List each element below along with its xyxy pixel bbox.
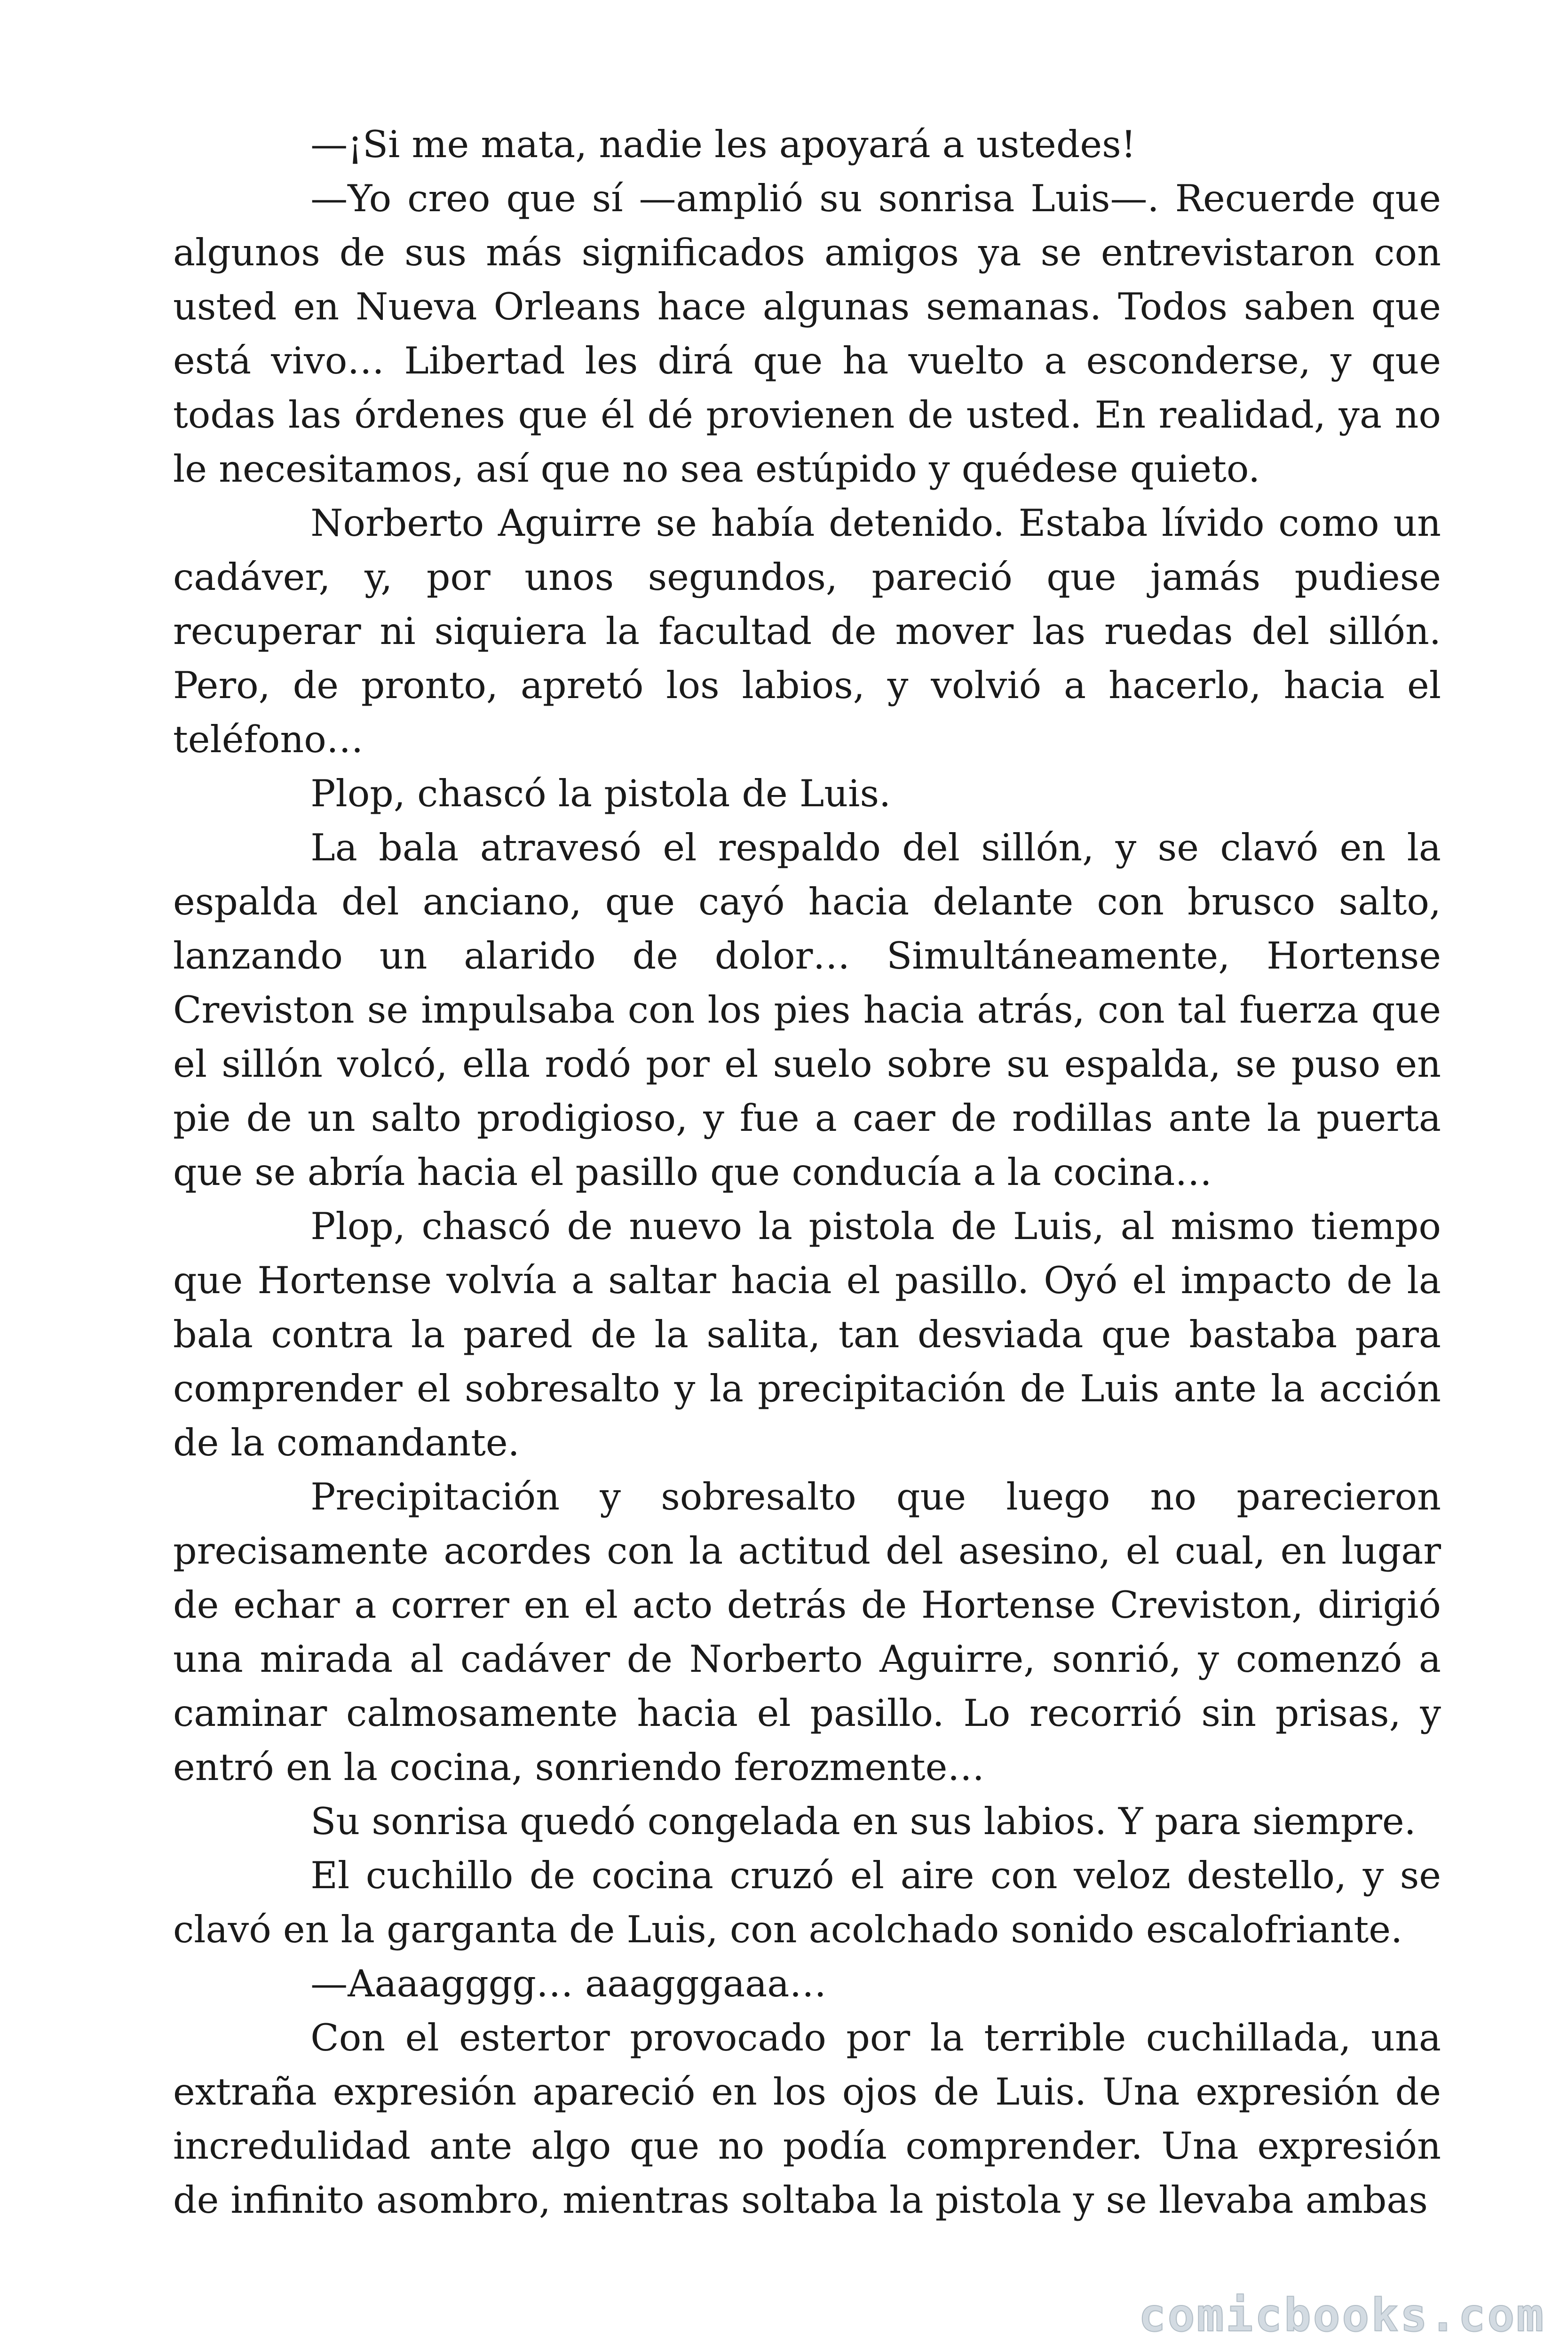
paragraph-3: Norberto Aguirre se había detenido. Estaba lívido como un cadáver, y, por unos segundos, pareció que jamás pudiese recuperar ni siquiera la facultad de mover las ruedas del sillón. Pero, de pronto, apretó los labios, y volvió a hacerlo, hacia el teléfono…	[173, 501, 1441, 761]
body-text	[173, 118, 1441, 2227]
paragraph-7: Precipitación y sobresalto que luego no parecieron precisamente acordes con la actitud del asesino, el cual, en lugar de echar a correr en el acto detrás de Hortense Creviston, dirigió una mirada al cadáver de Norberto Aguirre, sonrió, y comenzó a caminar calmosamente hacia el pasillo. Lo recorrió sin prisas, y entró en la cocina, sonriendo ferozmente…	[173, 1475, 1441, 1789]
paragraph-11: Con el estertor provocado por la terrible cuchillada, una extraña expresión apareció en los ojos de Luis. Una expresión de incredulidad ante algo que no podía comprender. Una expresión de infinito asombro, mientras soltaba la pistola y se llevaba ambas	[173, 2016, 1441, 2222]
paragraph-5: La bala atravesó el respaldo del sillón, y se clavó en la espalda del anciano, que cayó hacia delante con brusco salto, lanzando un alarido de dolor… Simultáneamente, Hortense Creviston se impulsaba con los pies hacia atrás, con tal fuerza que el sillón volcó, ella rodó por el suelo sobre su espalda, se puso en pie de un salto prodigioso, y fue a caer de rodillas ante la puerta que se abría hacia el pasillo que conducía a la cocina…	[173, 826, 1441, 1194]
watermark: comicbooks.com	[1138, 2289, 1545, 2342]
paragraph-4: Plop, chascó la pistola de Luis.	[310, 772, 891, 815]
paragraph-8: Su sonrisa quedó congelada en sus labios. Y para siempre.	[310, 1800, 1416, 1843]
paragraph-2: —Yo creo que sí —amplió su sonrisa Luis—. Recuerde que algunos de sus más significados amigos ya se entrevistaron con usted en Nueva Orleans hace algunas semanas. Todos saben que está vivo… Libertad les dirá que ha vuelto a esconderse, y que todas las órdenes que él dé provienen de usted. En realidad, ya no le necesitamos, así que no sea estúpido y quédese quieto.	[173, 177, 1441, 491]
paragraph-1: —¡Si me mata, nadie les apoyará a ustedes!	[310, 123, 1136, 166]
paragraph-10: —Aaaagggg… aaagggaaa…	[310, 1962, 827, 2005]
paragraph-6: Plop, chascó de nuevo la pistola de Luis, al mismo tiempo que Hortense volvía a saltar hacia el pasillo. Oyó el impacto de la bala contra la pared de la salita, tan desviada que bastaba para comprender el sobresalto y la precipitación de Luis ante la acción de la comandante.	[173, 1205, 1441, 1464]
paragraph-9: El cuchillo de cocina cruzó el aire con veloz destello, y se clavó en la garganta de Luis, con acolchado sonido escalofriante.	[173, 1854, 1441, 1951]
